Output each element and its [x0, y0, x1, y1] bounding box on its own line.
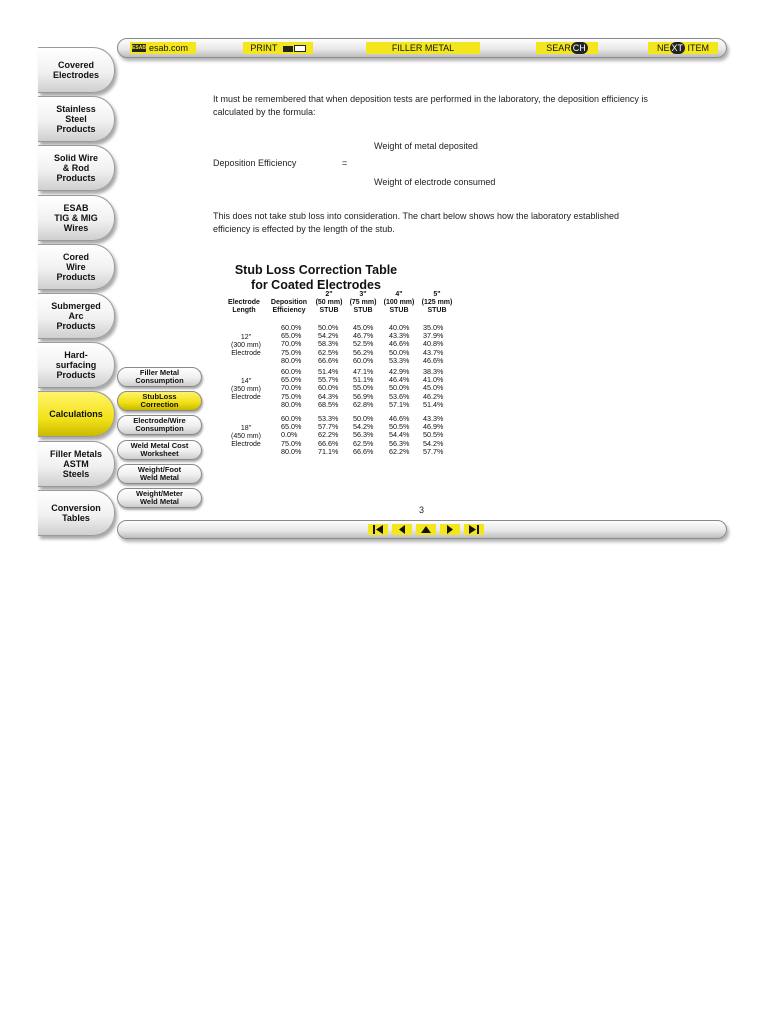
sub-nav-item-5[interactable]: Weight/Foot Weld Metal: [117, 464, 202, 484]
corrected-efficiency-cell: 45.0%: [353, 323, 374, 332]
corrected-efficiency-cell: 52.5%: [353, 339, 374, 349]
corrected-efficiency-cell: 54.2%: [353, 422, 374, 432]
corrected-efficiency-cell: 40.0%: [389, 323, 410, 332]
formula-equals: =: [342, 158, 348, 168]
esab-link-label: esab.com: [149, 43, 189, 53]
deposition-efficiency-cell: 60.0%: [281, 367, 302, 376]
side-nav-item-7[interactable]: Hard- surfacing Products: [38, 342, 115, 388]
deposition-efficiency-cell: 75.0%: [281, 347, 302, 357]
corrected-efficiency-cell: 51.4%: [423, 399, 444, 409]
corrected-efficiency-cell: 50.0%: [389, 383, 410, 393]
next-page-button[interactable]: [440, 524, 460, 535]
deposition-efficiency-cell: 80.0%: [281, 399, 302, 409]
next-page-icon: [445, 525, 455, 534]
deposition-efficiency-cell: 0.0%: [281, 430, 298, 440]
corrected-efficiency-cell: 56.3%: [389, 438, 410, 448]
previous-page-icon: [397, 525, 407, 534]
corrected-efficiency-cell: 46.6%: [389, 339, 410, 349]
corrected-efficiency-cell: 46.7%: [353, 331, 374, 341]
electrode-length-label: 14" (350 mm) Electrode: [231, 378, 261, 401]
previous-page-button[interactable]: [392, 524, 412, 535]
last-page-icon: [468, 525, 480, 534]
side-nav-item-4[interactable]: ESAB TIG & MIG Wires: [38, 195, 115, 241]
corrected-efficiency-cell: 46.9%: [423, 422, 444, 432]
filler-metal-button[interactable]: [366, 42, 480, 54]
electrode-length-label: 12" (300 mm) Electrode: [231, 334, 261, 357]
next-label-pre: NE: [656, 43, 670, 53]
corrected-efficiency-cell: 50.5%: [389, 422, 410, 432]
corrected-efficiency-cell: 53.3%: [318, 414, 339, 423]
header-stub-2in: 2" (50 mm) STUB: [315, 291, 343, 314]
corrected-efficiency-cell: 62.5%: [353, 438, 374, 448]
sub-nav-item-3[interactable]: Electrode/Wire Consumption: [117, 415, 202, 435]
deposition-efficiency-cell: 65.0%: [281, 331, 302, 341]
corrected-efficiency-cell: 42.9%: [389, 367, 410, 376]
corrected-efficiency-cell: 57.1%: [389, 399, 410, 409]
corrected-efficiency-cell: 43.3%: [423, 414, 444, 423]
side-nav-item-1[interactable]: Covered Electrodes: [38, 47, 115, 93]
corrected-efficiency-cell: 46.6%: [423, 355, 444, 365]
header-stub-3in: 3" (75 mm) STUB: [349, 291, 377, 314]
deposition-efficiency-cell: 65.0%: [281, 422, 302, 432]
print-button[interactable]: [243, 42, 313, 54]
deposition-efficiency-cell: 75.0%: [281, 391, 302, 401]
electrode-length-label: 18" (450 mm) Electrode: [231, 425, 261, 448]
sub-nav-item-6[interactable]: Weight/Meter Weld Metal: [117, 488, 202, 508]
corrected-efficiency-cell: 64.3%: [318, 391, 339, 401]
corrected-efficiency-cell: 66.6%: [318, 438, 339, 448]
corrected-efficiency-cell: 53.3%: [389, 355, 410, 365]
corrected-efficiency-cell: 40.8%: [423, 339, 444, 349]
first-page-button[interactable]: [368, 524, 388, 535]
corrected-efficiency-cell: 50.5%: [423, 430, 444, 440]
corrected-efficiency-cell: 46.6%: [389, 414, 410, 423]
side-nav-item-3[interactable]: Solid Wire & Rod Products: [38, 145, 115, 191]
header-deposition-efficiency: Deposition Efficiency: [270, 299, 308, 314]
sub-nav-item-1[interactable]: Filler Metal Consumption: [117, 367, 202, 387]
filler-metal-label: FILLER METAL: [391, 43, 455, 53]
table-title: Stub Loss Correction Table for Coated Electrodes: [234, 263, 398, 292]
up-icon: [421, 525, 431, 534]
header-stub-5in: 5" (125 mm) STUB: [421, 291, 453, 314]
corrected-efficiency-cell: 56.9%: [353, 391, 374, 401]
search-label-pre: SEAR: [546, 43, 571, 53]
corrected-efficiency-cell: 43.3%: [389, 331, 410, 341]
paper-icon: [294, 45, 306, 52]
corrected-efficiency-cell: 54.2%: [318, 331, 339, 341]
deposition-efficiency-cell: 75.0%: [281, 438, 302, 448]
corrected-efficiency-cell: 38.3%: [423, 367, 444, 376]
bottom-navigation-bar: [117, 520, 727, 539]
corrected-efficiency-cell: 68.5%: [318, 399, 339, 409]
corrected-efficiency-cell: 46.4%: [389, 375, 410, 385]
corrected-efficiency-cell: 54.4%: [389, 430, 410, 440]
corrected-efficiency-cell: 46.2%: [423, 391, 444, 401]
search-label-highlight: CH: [572, 43, 586, 53]
deposition-efficiency-cell: 70.0%: [281, 339, 302, 349]
deposition-efficiency-cell: 60.0%: [281, 323, 302, 332]
corrected-efficiency-cell: 62.8%: [353, 399, 374, 409]
corrected-efficiency-cell: 62.2%: [318, 430, 339, 440]
side-nav-item-9[interactable]: Filler Metals ASTM Steels: [38, 441, 115, 487]
corrected-efficiency-cell: 57.7%: [318, 422, 339, 432]
corrected-efficiency-cell: 62.2%: [389, 446, 410, 456]
up-button[interactable]: [416, 524, 436, 535]
corrected-efficiency-cell: 50.0%: [353, 414, 374, 423]
deposition-efficiency-cell: 80.0%: [281, 446, 302, 456]
header-electrode-length: Electrode Length: [228, 299, 260, 314]
corrected-efficiency-cell: 43.7%: [423, 347, 444, 357]
deposition-efficiency-cell: 65.0%: [281, 375, 302, 385]
corrected-efficiency-cell: 62.5%: [318, 347, 339, 357]
page-number: 3: [419, 505, 425, 515]
corrected-efficiency-cell: 50.0%: [389, 347, 410, 357]
corrected-efficiency-cell: 56.3%: [353, 430, 374, 440]
corrected-efficiency-cell: 45.0%: [423, 383, 444, 393]
corrected-efficiency-cell: 55.0%: [353, 383, 374, 393]
side-nav-item-2[interactable]: Stainless Steel Products: [38, 96, 115, 142]
esab-logo-icon: ESAB: [132, 45, 146, 51]
side-nav-item-10[interactable]: Conversion Tables: [38, 490, 115, 536]
corrected-efficiency-cell: 50.0%: [318, 323, 339, 332]
next-label-highlight: XT: [671, 43, 684, 53]
corrected-efficiency-cell: 57.7%: [423, 446, 444, 456]
corrected-efficiency-cell: 47.1%: [353, 367, 374, 376]
corrected-efficiency-cell: 71.1%: [318, 446, 339, 456]
corrected-efficiency-cell: 58.3%: [318, 339, 339, 349]
formula-numerator: Weight of metal deposited: [374, 141, 478, 151]
corrected-efficiency-cell: 66.6%: [353, 446, 374, 456]
formula-label: Deposition Efficiency: [213, 158, 297, 168]
formula-denominator: Weight of electrode consumed: [374, 177, 496, 187]
corrected-efficiency-cell: 54.2%: [423, 438, 444, 448]
corrected-efficiency-cell: 35.0%: [423, 323, 444, 332]
corrected-efficiency-cell: 51.1%: [353, 375, 374, 385]
corrected-efficiency-cell: 41.0%: [423, 375, 444, 385]
printer-icon: [283, 46, 293, 52]
deposition-efficiency-cell: 80.0%: [281, 355, 302, 365]
deposition-efficiency-cell: 70.0%: [281, 383, 302, 393]
corrected-efficiency-cell: 53.6%: [389, 391, 410, 401]
next-item-button[interactable]: [648, 42, 718, 54]
side-nav-item-5[interactable]: Cored Wire Products: [38, 244, 115, 290]
last-page-button[interactable]: [464, 524, 484, 535]
corrected-efficiency-cell: 37.9%: [423, 331, 444, 341]
intro-paragraph: It must be remembered that when deposition tests are performed in the laboratory, the deposition efficiency is calculated by the formula:: [213, 94, 648, 117]
top-toolbar: [117, 38, 727, 58]
first-page-icon: [372, 525, 384, 534]
print-label: PRINT: [250, 43, 278, 53]
corrected-efficiency-cell: 56.2%: [353, 347, 374, 357]
search-button[interactable]: [536, 42, 598, 54]
corrected-efficiency-cell: 66.6%: [318, 355, 339, 365]
deposition-efficiency-cell: 60.0%: [281, 414, 302, 423]
esab-link[interactable]: [130, 42, 196, 54]
side-nav-item-6[interactable]: Submerged Arc Products: [38, 293, 115, 339]
corrected-efficiency-cell: 60.0%: [353, 355, 374, 365]
header-stub-4in: 4" (100 mm) STUB: [383, 291, 415, 314]
corrected-efficiency-cell: 60.0%: [318, 383, 339, 393]
sub-nav-item-2[interactable]: StubLoss Correction: [117, 391, 202, 411]
corrected-efficiency-cell: 51.4%: [318, 367, 339, 376]
next-label-post: ITEM: [685, 43, 710, 53]
corrected-efficiency-cell: 55.7%: [318, 375, 339, 385]
note-paragraph: This does not take stub loss into consideration. The chart below shows how the laboratory established efficiency is effected by the length of the stub.: [213, 211, 620, 234]
sub-nav-item-4[interactable]: Weld Metal Cost Worksheet: [117, 440, 202, 460]
side-nav-item-8[interactable]: Calculations: [38, 391, 115, 437]
